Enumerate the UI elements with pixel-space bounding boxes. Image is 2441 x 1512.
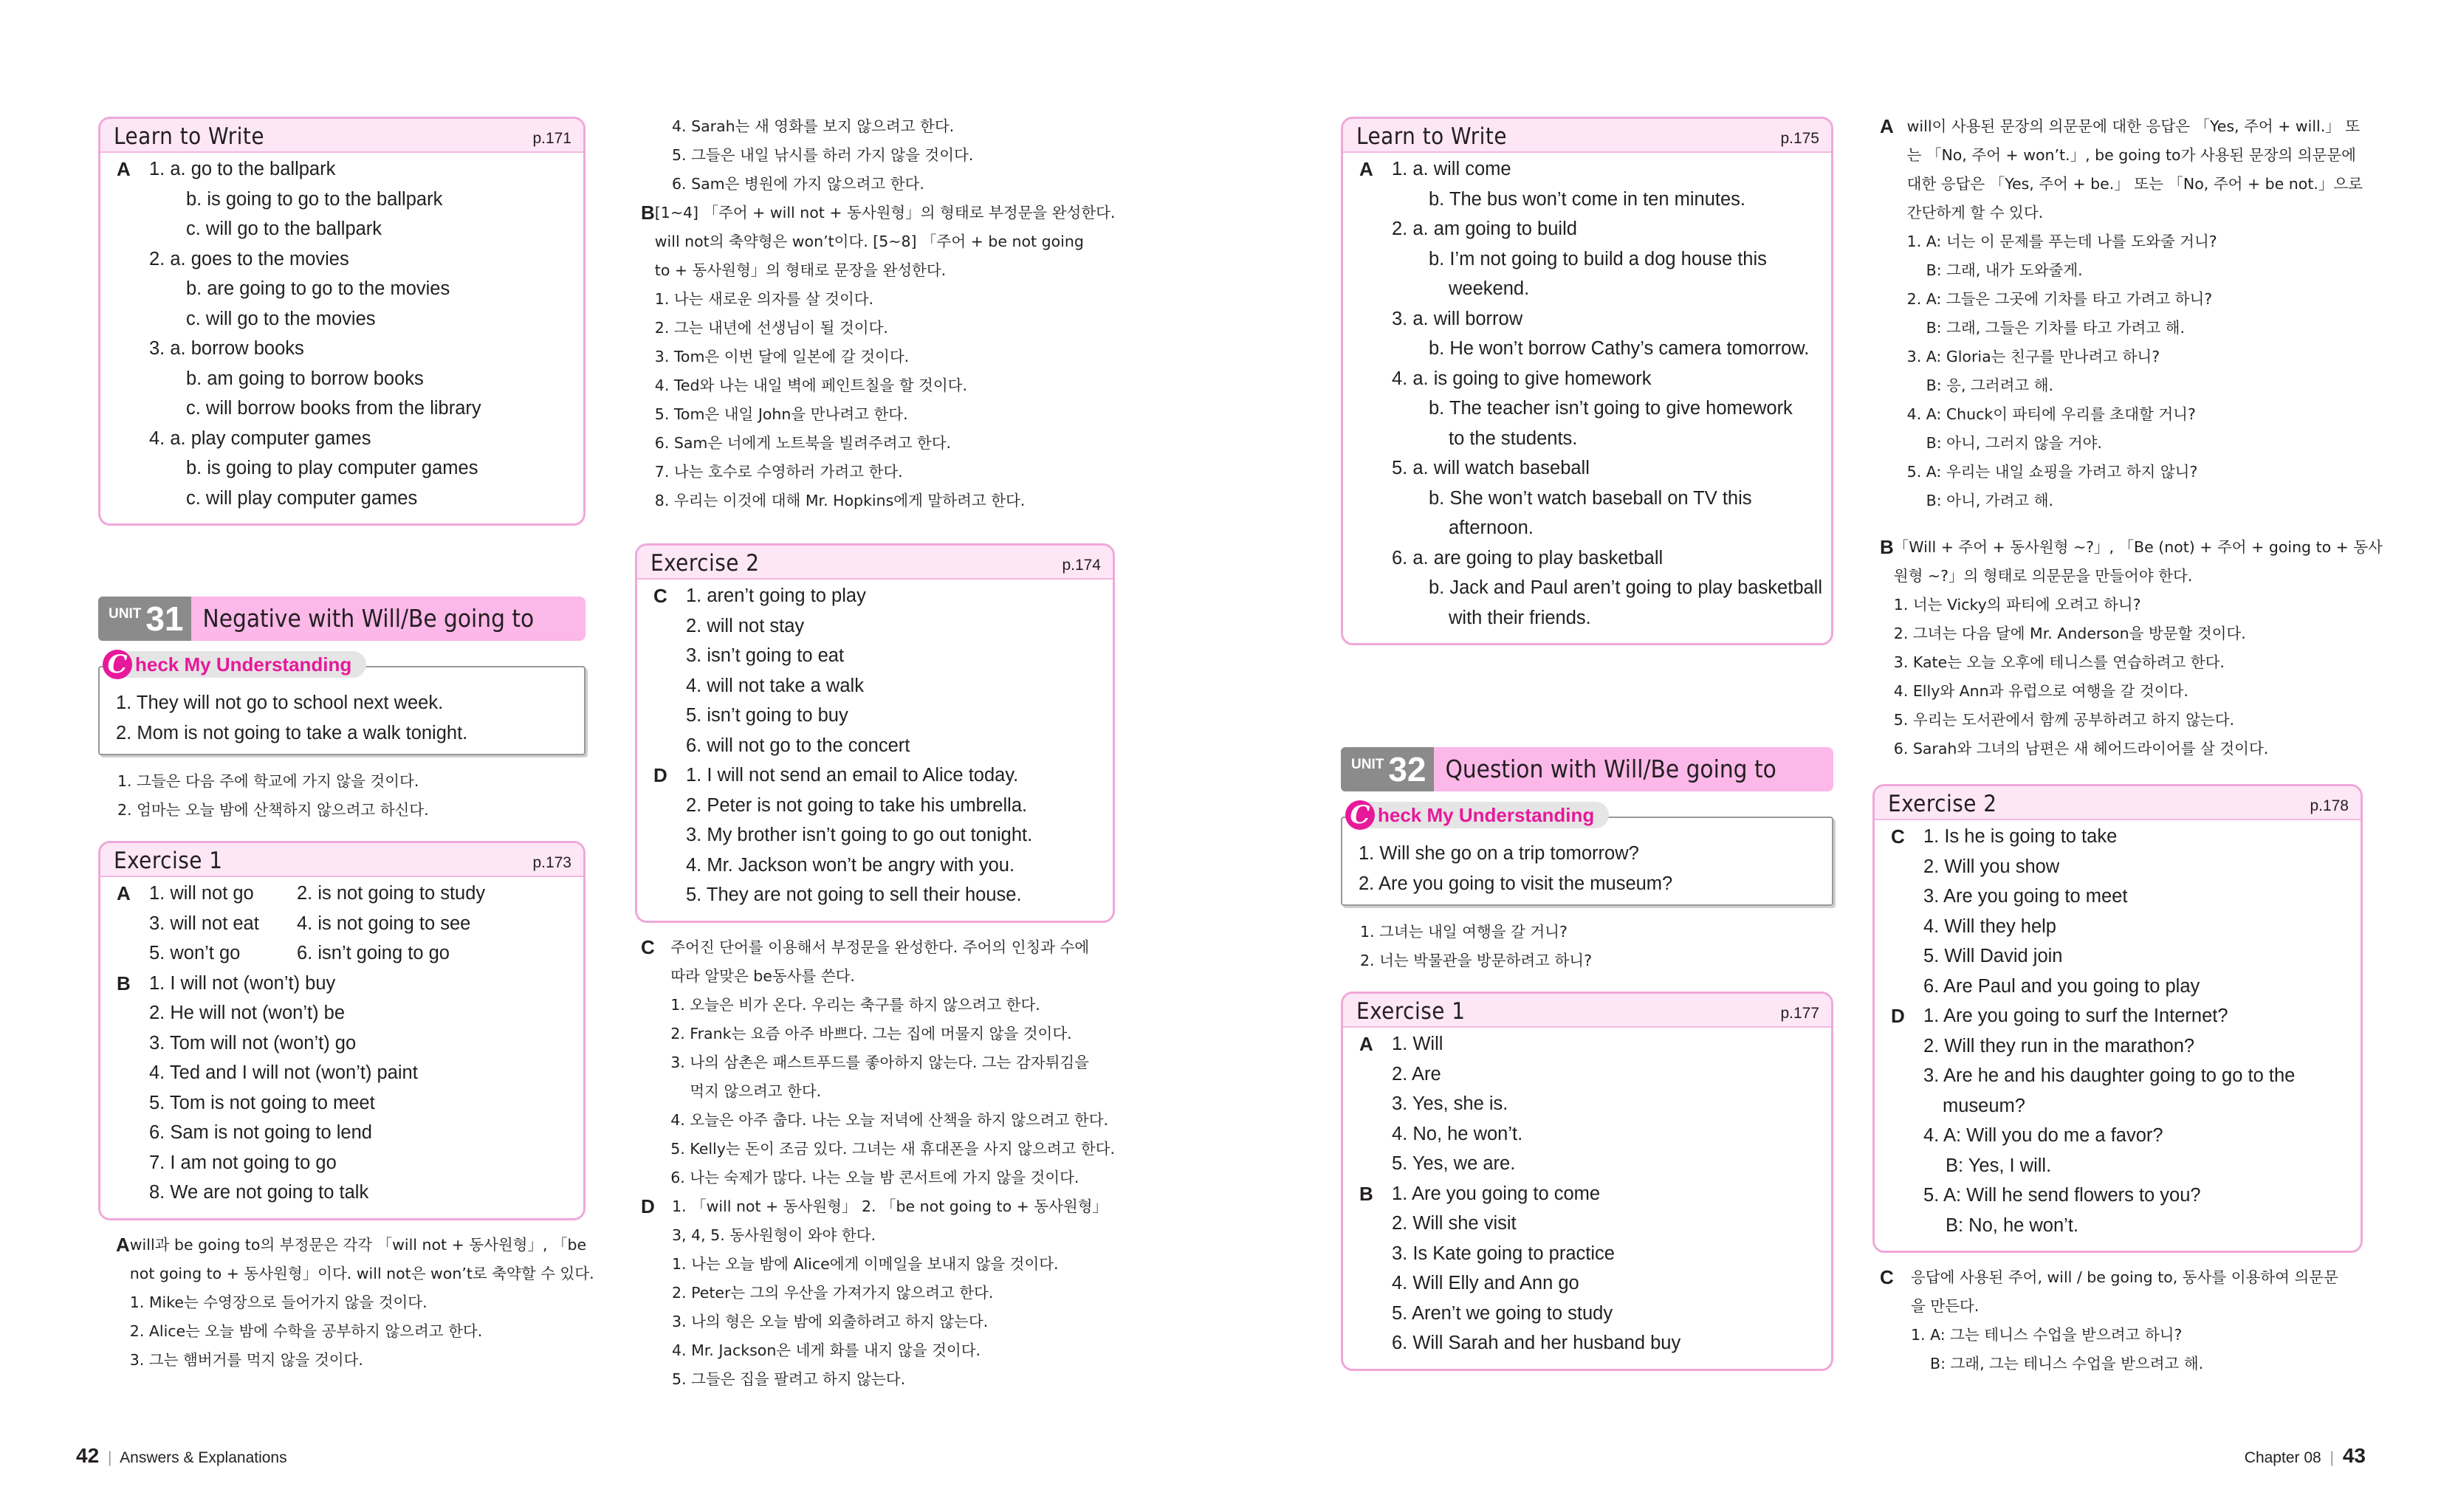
answer-line: 3. isn’t going to eat <box>686 645 845 666</box>
check-label: heck My Understanding <box>1378 803 1595 826</box>
section-a <box>1359 154 1831 633</box>
explanation-line: 먹지 않으려고 한다. <box>690 1082 822 1100</box>
answer-line: museum? <box>1943 1095 2025 1116</box>
explanation-line: 5. Kelly는 돈이 조금 있다. 그녀는 새 휴대폰을 사지 않으려고 한다. <box>670 1139 1115 1158</box>
explanation-line: 「Will + 주어 + 동사원형 ~?」, 「Be (not) + 주어 + going to + 동사 <box>1893 538 2383 556</box>
answer-line: b. is going to play computer games <box>186 458 478 478</box>
answer-line: 2. will not stay <box>686 615 805 636</box>
answer-line: 1. I will not send an email to Alice today. <box>686 765 1019 786</box>
explanation-line: will과 be going to의 부정문은 각각 「will not + 동사원형」, 「be <box>129 1235 587 1254</box>
explanation-lines <box>670 933 1115 1192</box>
explanation-line: 8. 우리는 이것에 대해 Mr. Hopkins에게 말하려고 한다. <box>654 492 1026 509</box>
answer-line: 6. Are Paul and you going to play <box>1923 975 2200 997</box>
explanation-line: 2. Frank는 요즘 아주 바쁘다. 그는 집에 머물지 않을 것이다. <box>670 1024 1072 1042</box>
answer-line: 5. A: Will he send flowers to you? <box>1923 1185 2201 1206</box>
explanation-line: 3. 나의 삼촌은 패스트푸드를 좋아하지 않는다. 그는 감자튀김을 <box>670 1053 1089 1071</box>
answer-line: 5. Yes, we are. <box>1392 1153 1516 1174</box>
check-tag <box>1345 802 1609 828</box>
explanation-line: 5. Tom은 내일 John을 만나려고 한다. <box>654 405 908 423</box>
exercise-2-box <box>1872 784 2363 1253</box>
check-explanation <box>1341 918 1833 975</box>
check-label: heck My Understanding <box>135 653 352 676</box>
check-c-icon: C <box>103 650 132 679</box>
box-title: Learn to Write <box>1356 123 1508 150</box>
answer-line: b. I’m not going to build a dog house this <box>1429 248 1767 269</box>
answer-line: 4. Will Elly and Ann go <box>1392 1273 1579 1293</box>
explanation-line: 3. Tom은 이번 달에 일본에 갈 것이다. <box>654 348 910 365</box>
footer-divider: | <box>2330 1449 2334 1466</box>
answer-line: c. will play computer games <box>186 487 418 509</box>
answer-line: 4. Will they help <box>1923 915 2056 937</box>
explanation-line: 2. 너는 박물관을 방문하려고 하니? <box>1360 952 1592 969</box>
answer-row <box>149 879 583 909</box>
section-letter: A <box>1880 115 1894 137</box>
footer-label: Chapter 08 <box>2244 1449 2321 1466</box>
explanation-line: 6. Sarah와 그녀의 남편은 새 헤어드라이어를 살 것이다. <box>1893 740 2269 757</box>
explanation-line: 5. A: 우리는 내일 쇼핑을 가려고 하지 않니? <box>1906 463 2198 481</box>
answer-line: 6. Sam is not going to lend <box>149 1122 372 1143</box>
answer-line: b. He won’t borrow Cathy’s camera tomorrow. <box>1429 338 1810 359</box>
section-letter: A <box>116 1233 130 1256</box>
explanation-line: 5. 그들은 내일 낚시를 하러 가지 않을 것이다. <box>672 146 974 164</box>
answer-line: 6. will not go to the concert <box>686 735 910 756</box>
learn-to-write-box <box>1341 117 1833 645</box>
explanation-line: 4. Elly와 Ann과 유럽으로 여행을 갈 것이다. <box>1893 682 2188 700</box>
section-a <box>117 154 583 513</box>
answer-line: 2. Will they run in the marathon? <box>1923 1035 2195 1056</box>
answer-line: 1. Will <box>1392 1034 1443 1054</box>
page-ref: p.177 <box>1780 1005 1819 1022</box>
page-ref: p.178 <box>2310 797 2349 814</box>
answer-line: b. is going to go to the ballpark <box>186 188 443 210</box>
explanation-c <box>1872 1263 2363 1378</box>
page-ref: p.175 <box>1780 130 1819 147</box>
unit-number: 32 <box>1388 749 1427 788</box>
unit-title: Question with Will/Be going to <box>1434 747 1834 791</box>
footer-label: Answers & Explanations <box>120 1449 287 1466</box>
footer-left <box>76 1445 287 1469</box>
answer-line: 4. A: Will you do me a favor? <box>1923 1125 2163 1146</box>
unit-label: UNIT <box>1351 756 1384 772</box>
section-letter: A <box>1359 158 1373 180</box>
section-letter: A <box>117 158 131 180</box>
answer-line: 1. aren’t going to play <box>686 585 866 606</box>
explanation-line: 3. A: Gloria는 친구를 만나려고 하니? <box>1906 348 2160 365</box>
unit-tag <box>1341 747 1434 791</box>
explanation-line: 6. 나는 숙제가 많다. 나는 오늘 밤 콘서트에 가지 않을 것이다. <box>670 1168 1079 1186</box>
check-line: 1. They will not go to school next week. <box>116 693 444 713</box>
answer-line: 1. a. will come <box>1392 159 1511 179</box>
answer-item: 1. will not go <box>149 883 254 904</box>
footer-right <box>2245 1445 2366 1469</box>
answer-list <box>149 879 583 969</box>
explanation-line: 6. Sam은 너에게 노트북을 빌려주려고 한다. <box>654 434 952 452</box>
answer-line: 3. a. borrow books <box>149 338 304 359</box>
page-ref: p.173 <box>532 854 571 871</box>
column-3 <box>1341 117 1833 1371</box>
answer-line: 1. Are you going to surf the Internet? <box>1923 1006 2228 1026</box>
box-header <box>1343 119 1831 153</box>
answer-line: 4. a. is going to give homework <box>1392 368 1652 389</box>
explanation-line: B: 아니, 가려고 해. <box>1926 492 2054 509</box>
answer-list <box>149 154 583 513</box>
section-a <box>1359 1029 1831 1179</box>
page-ref: p.171 <box>532 130 571 147</box>
column-2 <box>635 112 1115 1394</box>
explanation-line: 1. A: 그는 테니스 수업을 받으려고 하니? <box>1911 1326 2183 1344</box>
section-letter: C <box>641 935 655 958</box>
column-4 <box>1872 112 2383 1378</box>
explanation-line: 2. Peter는 그의 우산을 가져가지 않으려고 한다. <box>672 1283 994 1302</box>
column-1 <box>98 117 594 1375</box>
explanation-lines <box>655 199 1116 515</box>
box-header <box>100 843 583 877</box>
learn-to-write-box <box>98 117 586 526</box>
answer-line: 2. Will she visit <box>1392 1213 1517 1234</box>
explanation-line: 4. Ted와 나는 내일 벽에 페인트칠을 할 것이다. <box>654 377 967 394</box>
section-b <box>1359 1179 1831 1358</box>
answer-line: b. The teacher isn’t going to give homework <box>1429 398 1793 419</box>
explanation-line: 1. 나는 오늘 밤에 Alice에게 이메일을 보내지 않을 것이다. <box>672 1254 1059 1273</box>
explanation-line: B: 그래, 내가 도와줄게. <box>1926 261 2083 279</box>
box-header <box>1343 994 1831 1028</box>
explanation-line: 4. Mr. Jackson은 네게 화를 내지 않을 것이다. <box>672 1341 981 1359</box>
explanation-line: 7. 나는 호수로 수영하러 가려고 한다. <box>654 463 903 481</box>
explanation-line: 2. 그녀는 다음 달에 Mr. Anderson을 방문할 것이다. <box>1893 625 2246 642</box>
answer-list <box>1392 154 1831 633</box>
explanation-line: 대한 응답은 「Yes, 주어 + be.」 또는 「No, 주어 + be not.」으로 <box>1906 175 2363 193</box>
explanation-line: 주어진 단어를 이용해서 부정문을 완성한다. 주어의 인칭과 수에 <box>670 938 1090 956</box>
explanation-line: 2. Alice는 오늘 밤에 수학을 공부하지 않으려고 한다. <box>129 1322 483 1340</box>
explanation-line: 5. 우리는 도서관에서 함께 공부하려고 하지 않는다. <box>1893 711 2235 729</box>
answer-line: 1. Is he is going to take <box>1923 826 2118 847</box>
answer-item: 2. is not going to study <box>297 883 486 904</box>
answer-line: 5. isn’t going to buy <box>686 705 848 726</box>
box-title: Exercise 1 <box>114 848 223 874</box>
answer-item: 3. will not eat <box>149 913 259 934</box>
answer-line: b. She won’t watch baseball on TV this <box>1429 487 1752 509</box>
section-letter: B <box>641 202 655 224</box>
explanation-line: 4. 오늘은 아주 춥다. 나는 오늘 저녁에 산책을 하지 않으려고 한다. <box>670 1110 1109 1129</box>
explanation-line: 3, 4, 5. 동사원형이 와야 한다. <box>672 1226 876 1244</box>
answer-line: 5. Aren’t we going to study <box>1392 1302 1613 1324</box>
explanation-line: 4. Sarah는 새 영화를 보지 않으려고 한다. <box>672 117 955 135</box>
answer-line: 3. My brother isn’t going to go out tonight. <box>686 825 1033 845</box>
section-letter: A <box>117 882 131 904</box>
answer-list <box>1923 822 2361 1001</box>
check-tag <box>103 651 366 678</box>
explanation-line: 6. Sam은 병원에 가지 않으려고 한다. <box>672 175 924 193</box>
explanation-c <box>635 933 1115 1192</box>
answer-line: c. will borrow books from the library <box>186 398 481 419</box>
explanation-line: 2. 엄마는 오늘 밤에 산책하지 않으려고 하신다. <box>117 801 429 819</box>
answer-list <box>1923 1001 2361 1240</box>
box-header <box>100 119 583 153</box>
explanation-lines <box>1894 533 2383 763</box>
explanation-line: 1. 오늘은 비가 온다. 우리는 축구를 하지 않으려고 한다. <box>670 995 1040 1014</box>
check-line: 2. Mom is not going to take a walk tonight. <box>116 722 468 743</box>
answer-line: 2. Are <box>1392 1063 1441 1085</box>
check-my-understanding <box>1341 800 1833 906</box>
section-a <box>117 879 583 969</box>
explanation-lines <box>1911 1263 2338 1378</box>
answer-line: 2. He will not (won’t) be <box>149 1003 346 1023</box>
section-letter: B <box>117 972 131 994</box>
explanation-lines <box>1907 112 2363 515</box>
explanation-line: 3. 나의 형은 오늘 밤에 외출하려고 하지 않는다. <box>672 1312 989 1330</box>
answer-line: 2. Will you show <box>1923 856 2060 877</box>
answer-line: with their friends. <box>1449 607 1591 628</box>
explanation-line: 3. 그는 햄버거를 먹지 않을 것이다. <box>129 1350 363 1369</box>
explanation-line: 1. 그녀는 내일 여행을 갈 거니? <box>1360 923 1568 941</box>
answer-line: 4. a. play computer games <box>149 427 371 449</box>
answer-line: 3. Tom will not (won’t) go <box>149 1032 357 1054</box>
explanation-line: 2. 그는 내년에 선생님이 될 것이다. <box>654 319 888 337</box>
box-title: Exercise 1 <box>1356 998 1466 1025</box>
answer-line: 2. a. am going to build <box>1392 219 1577 239</box>
explanation-line: 1. A: 너는 이 문제를 푸는데 나를 도와줄 거니? <box>1906 233 2217 250</box>
explanation-line: 1. 너는 Vicky의 파티에 오려고 하니? <box>1893 596 2141 614</box>
explanation-line: 4. A: Chuck이 파티에 우리를 초대할 거니? <box>1906 405 2196 423</box>
explanation-line: 응답에 사용된 주어, will / be going to, 동사를 이용하여 의문문 <box>1911 1268 2338 1286</box>
box-title: Learn to Write <box>114 123 265 150</box>
section-letter: C <box>1880 1266 1894 1288</box>
explanation-line: not going to + 동사원형」이다. will not은 won’t로 축약할 수 있다. <box>129 1264 594 1282</box>
explanation-line: B: 그래, 그는 테니스 수업을 받으려고 해. <box>1930 1355 2204 1372</box>
explanation-line: 1. 그들은 다음 주에 학교에 가지 않을 것이다. <box>117 772 419 790</box>
answer-line: afternoon. <box>1449 518 1534 538</box>
explanation-line: B: 응, 그러려고 해. <box>1926 377 2054 394</box>
unit-31-header <box>98 597 586 641</box>
unit-label: UNIT <box>109 605 142 622</box>
answer-line: b. Jack and Paul aren’t going to play basketball <box>1429 577 1823 598</box>
answer-line: 3. Are you going to meet <box>1923 886 2128 907</box>
section-letter: B <box>1359 1182 1373 1205</box>
section-letter: C <box>653 585 667 607</box>
explanation-b <box>1872 533 2383 763</box>
footer-divider: | <box>108 1449 112 1466</box>
answer-line: b. am going to borrow books <box>186 368 424 389</box>
check-explanation <box>98 767 586 825</box>
unit-title: Negative with Will/Be going to <box>191 597 586 641</box>
page-number: 43 <box>2342 1444 2366 1467</box>
answer-line: 5. a. will watch baseball <box>1392 458 1590 478</box>
answer-line: 4. Ted and I will not (won’t) paint <box>149 1062 418 1083</box>
explanation-line: will이 사용된 문장의 의문문에 대한 응답은 「Yes, 주어 + will.」 또 <box>1906 117 2361 135</box>
explanation-a <box>98 1231 594 1375</box>
answer-line: 1. a. go to the ballpark <box>149 159 336 179</box>
exercise-1-box <box>98 841 586 1220</box>
explanation-line: will not의 축약형은 won’t이다. [5~8] 「주어 + be not going <box>654 233 1084 250</box>
check-my-understanding <box>98 649 586 755</box>
explanation-line: B: 아니, 그러지 않을 거야. <box>1926 434 2102 452</box>
answer-line: 4. will not take a walk <box>686 675 864 696</box>
unit-32-header <box>1341 747 1833 791</box>
section-c <box>1891 822 2361 1001</box>
section-letter: D <box>1891 1005 1905 1027</box>
box-title: Exercise 2 <box>650 550 760 577</box>
answer-line: 8. We are not going to talk <box>149 1182 369 1203</box>
explanation-line: 을 만든다. <box>1911 1297 1980 1315</box>
answer-line: b. are going to go to the movies <box>186 278 450 299</box>
unit-tag <box>98 597 191 641</box>
answer-line: 5. They are not going to sell their house. <box>686 884 1022 905</box>
answer-line: 3. Are he and his daughter going to go to the <box>1923 1065 2296 1086</box>
answer-list <box>149 969 583 1208</box>
explanation-line: 1. 「will not + 동사원형」 2. 「be not going to + 동사원형」 <box>672 1197 1108 1215</box>
answer-line: 3. Yes, she is. <box>1392 1093 1508 1114</box>
answer-line: weekend. <box>1449 278 1530 299</box>
section-d <box>1891 1001 2361 1240</box>
answer-item: 5. won’t go <box>149 943 241 963</box>
explanation-lines <box>672 1192 1108 1394</box>
page-number: 42 <box>76 1444 100 1467</box>
explanation-b <box>635 199 1115 515</box>
answer-line: 1. I will not (won’t) buy <box>149 972 336 994</box>
explanation-line: 원형 ~?」의 형태로 의문문을 만들어야 한다. <box>1893 567 2193 585</box>
explanation-line: 따라 알맞은 be동사를 쓴다. <box>670 966 855 985</box>
answer-line: 4. Mr. Jackson won’t be angry with you. <box>686 854 1015 876</box>
answer-line: 5. Tom is not going to meet <box>149 1092 375 1113</box>
explanation-d <box>635 1192 1115 1394</box>
explanation-continued <box>635 112 1115 199</box>
answer-line: c. will go to the movies <box>186 308 376 329</box>
answer-line: B: No, he won’t. <box>1946 1214 2079 1236</box>
answer-line: 3. a. will borrow <box>1392 308 1523 329</box>
exercise-1-box <box>1341 992 1833 1371</box>
section-d <box>653 760 1113 910</box>
explanation-lines <box>130 1231 594 1375</box>
explanation-line: 간단하게 할 수 있다. <box>1906 204 2044 221</box>
answer-item: 4. is not going to see <box>297 913 471 934</box>
answer-line: 6. a. are going to play basketball <box>1392 547 1664 568</box>
answer-line: to the students. <box>1449 427 1578 449</box>
answer-list <box>1392 1029 1831 1179</box>
answer-row <box>149 938 583 969</box>
explanation-line: B: 그래, 그들은 기차를 타고 가려고 해. <box>1926 319 2185 337</box>
check-line: 2. Are you going to visit the museum? <box>1359 873 1673 894</box>
section-letter: D <box>653 764 667 786</box>
explanation-line: to + 동사원형」의 형태로 문장을 완성한다. <box>654 261 947 279</box>
answer-line: 2. a. goes to the movies <box>149 248 349 269</box>
answer-line: 6. Will Sarah and her husband buy <box>1392 1333 1681 1353</box>
answer-line: 2. Peter is not going to take his umbrella. <box>686 794 1028 816</box>
answer-list <box>1392 1179 1831 1358</box>
section-b <box>117 969 583 1208</box>
unit-number: 31 <box>145 599 184 638</box>
answer-list <box>686 581 1113 760</box>
answer-list <box>686 760 1113 910</box>
box-header <box>637 546 1113 580</box>
answer-line: b. The bus won’t come in ten minutes. <box>1429 188 1746 210</box>
section-letter: A <box>1359 1033 1373 1055</box>
answer-line: 5. Will David join <box>1923 946 2063 966</box>
explanation-a <box>1872 112 2363 515</box>
section-letter: C <box>1891 825 1905 848</box>
section-letter: D <box>641 1195 655 1217</box>
answer-line: 4. No, he won’t. <box>1392 1123 1523 1144</box>
section-c <box>653 581 1113 760</box>
page-ref: p.174 <box>1062 557 1101 574</box>
check-c-icon: C <box>1345 800 1375 830</box>
answer-line: 7. I am not going to go <box>149 1152 337 1173</box>
answer-row <box>149 909 583 939</box>
check-line: 1. Will she go on a trip tomorrow? <box>1359 843 1639 864</box>
answer-line: 1. Are you going to come <box>1392 1183 1601 1204</box>
explanation-line: [1~4] 「주어 + will not + 동사원형」의 형태로 부정문을 완성한다. <box>654 204 1116 221</box>
box-title: Exercise 2 <box>1888 791 1997 817</box>
explanation-line: 1. 나는 새로운 의자를 살 것이다. <box>654 290 874 308</box>
explanation-line: 2. A: 그들은 그곳에 기차를 타고 가려고 하니? <box>1906 290 2213 308</box>
answer-line: 3. Is Kate going to practice <box>1392 1243 1615 1264</box>
box-header <box>1875 786 2361 820</box>
answer-item: 6. isn’t going to go <box>297 943 450 963</box>
explanation-line: 는 「No, 주어 + won’t.」, be going to가 사용된 문장의 의문문에 <box>1906 146 2356 164</box>
answer-line: c. will go to the ballpark <box>186 219 382 239</box>
explanation-line: 5. 그들은 집을 팔려고 하지 않는다. <box>672 1370 906 1388</box>
answer-line: B: Yes, I will. <box>1946 1155 2052 1176</box>
explanation-line: 1. Mike는 수영장으로 들어가지 않을 것이다. <box>129 1293 428 1311</box>
explanation-line: 3. Kate는 오늘 오후에 테니스를 연습하려고 한다. <box>1893 653 2225 671</box>
section-letter: B <box>1880 536 1894 558</box>
exercise-2-box <box>635 543 1115 923</box>
